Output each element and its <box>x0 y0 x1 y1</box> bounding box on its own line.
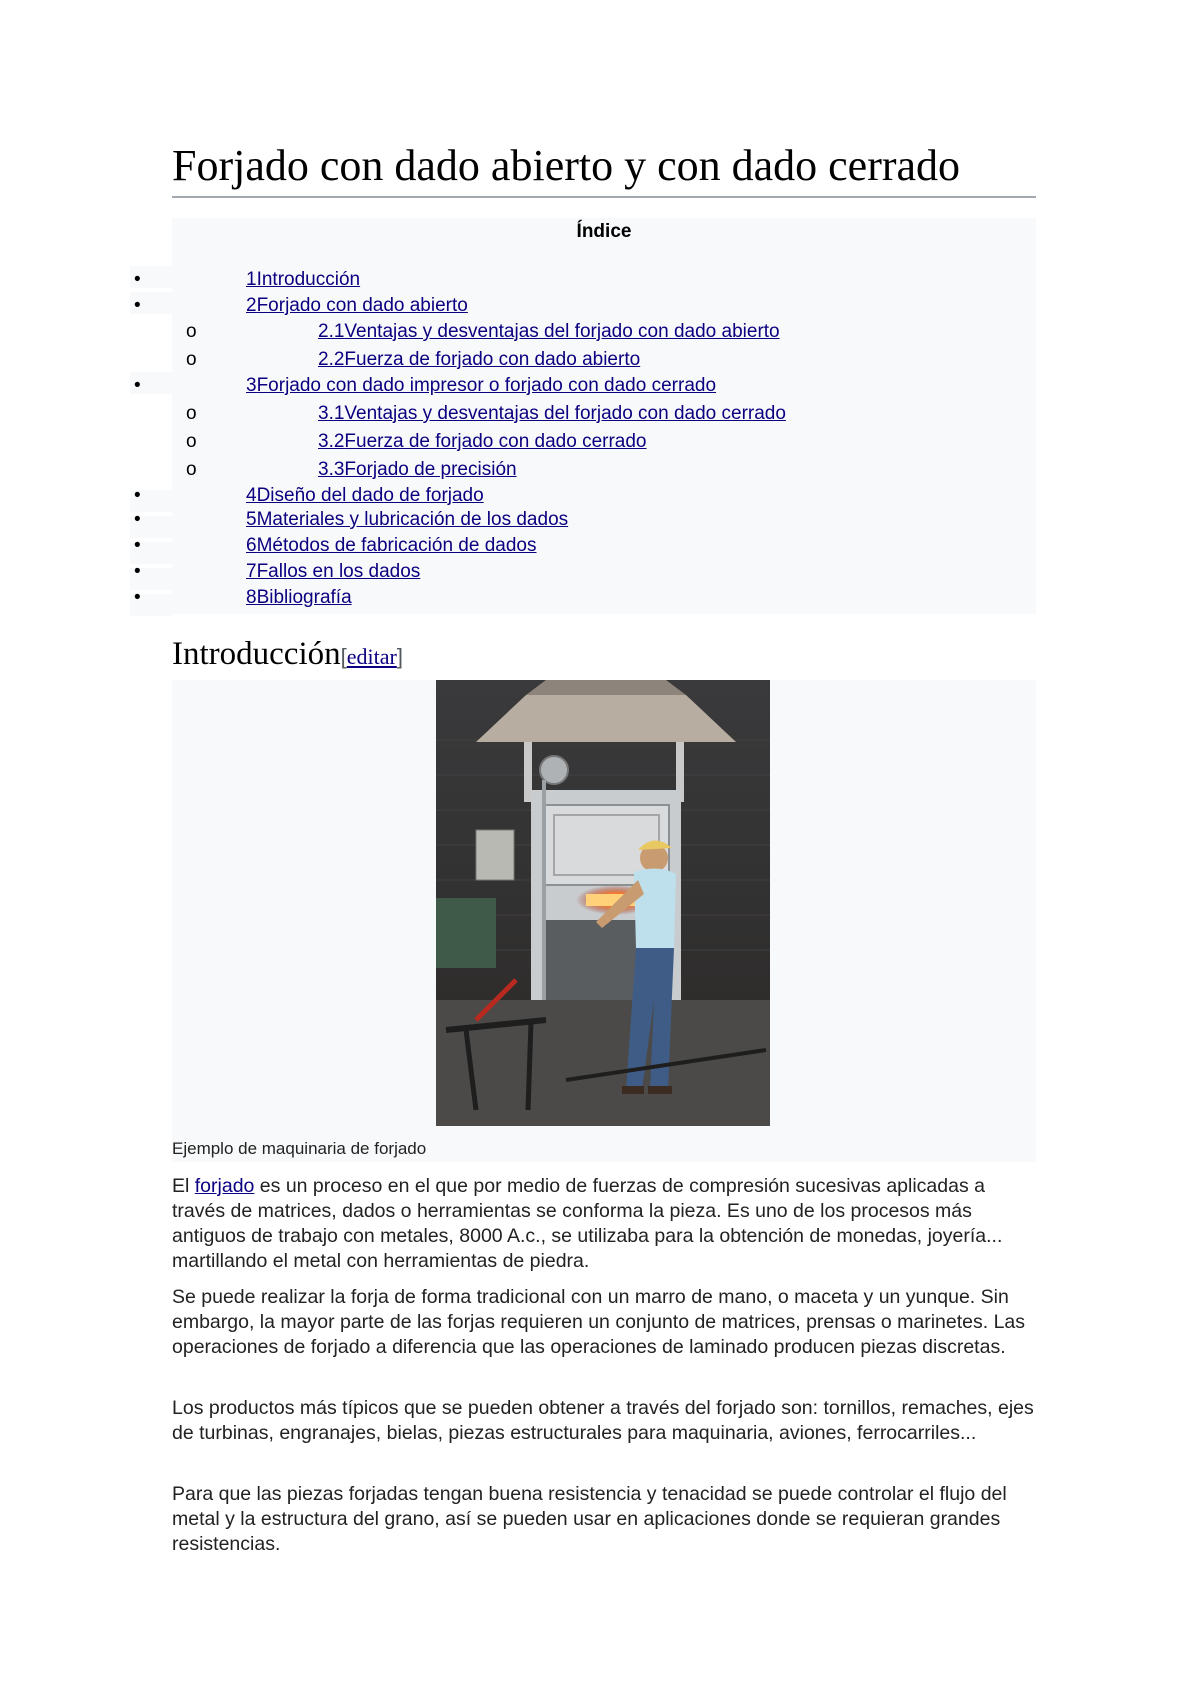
bullet-dot: • <box>134 561 141 582</box>
toc-item-precision[interactable] <box>318 458 517 482</box>
edit-link[interactable]: editar <box>346 644 397 669</box>
forjado-link[interactable]: forjado <box>194 1175 255 1197</box>
toc-label: Forjado con dado abierto <box>256 295 468 316</box>
bullet-circle: o <box>186 431 197 452</box>
paragraph-productos: Los productos más típicos que se pueden obtener a través del forjado son: tornillos, remaches, ejes de turbinas, engranajes, bielas, piezas estructurales para maquinaria, aviones, ferrocarriles... <box>172 1397 1034 1444</box>
toc-item-bibliografia[interactable] <box>246 586 352 610</box>
toc-number: 8 <box>246 587 257 608</box>
toc-link[interactable] <box>318 403 786 424</box>
toc-link[interactable] <box>246 535 537 556</box>
toc-number: 3.2 <box>318 431 345 452</box>
toc-label: Ventajas y desventajas del forjado con dado cerrado <box>344 403 786 424</box>
toc-label: Fallos en los dados <box>256 561 421 582</box>
toc-item-metodos[interactable] <box>246 534 537 558</box>
bullet-circle: o <box>186 321 197 342</box>
bullet-dot: • <box>134 269 141 290</box>
toc-item-materiales[interactable] <box>246 508 568 532</box>
paragraph-intro <box>172 1174 1042 1274</box>
toc-item-ventajas-abierto[interactable] <box>318 320 780 344</box>
toc-number: 5 <box>246 509 257 530</box>
toc-item-introduccion[interactable] <box>246 268 360 292</box>
bullet-dot: • <box>134 485 141 506</box>
toc-label: Fuerza de forjado con dado cerrado <box>344 431 647 452</box>
toc-number: 4 <box>246 485 257 506</box>
paragraph-resistencia: Para que las piezas forjadas tengan buena resistencia y tenacidad se puede controlar el flujo del metal y la estructura del grano, así se pueden usar en aplicaciones donde se requieran grandes resistencias. <box>172 1483 1007 1555</box>
toc-label: Diseño del dado de forjado <box>256 485 484 506</box>
toc-link[interactable] <box>246 509 568 530</box>
bullet-circle: o <box>186 403 197 424</box>
toc-label: Métodos de fabricación de dados <box>256 535 537 556</box>
toc-link[interactable] <box>246 295 468 316</box>
toc-item-fuerza-cerrado[interactable] <box>318 430 647 454</box>
toc-link[interactable] <box>318 431 647 452</box>
toc-label: Materiales y lubricación de los dados <box>256 509 569 530</box>
paragraph-forja-tradicional: Se puede realizar la forja de forma tradicional con un marro de mano, o maceta y un yunque. Sin embargo, la mayor parte de las forjas requieren un conjunto de matrices, prensas o marinetes. Las operaciones de forjado a diferencia que las operaciones de laminado producen piezas discretas. <box>172 1286 1026 1358</box>
toc-item-fallos[interactable] <box>246 560 420 584</box>
toc-number: 1 <box>246 269 257 290</box>
bullet-dot: • <box>134 509 141 530</box>
page-title: Forjado con dado abierto y con dado cerrado <box>172 140 1036 198</box>
figure-caption: Ejemplo de maquinaria de forjado <box>172 1139 427 1158</box>
toc-link[interactable] <box>246 561 420 582</box>
toc-link[interactable] <box>246 587 352 608</box>
bullet-dot: • <box>134 375 141 396</box>
forging-machine-photo[interactable] <box>436 680 770 1126</box>
toc-item-fuerza-abierto[interactable] <box>318 348 640 372</box>
toc-link[interactable] <box>246 269 360 290</box>
bullet-circle: o <box>186 349 197 370</box>
toc-number: 2 <box>246 295 257 316</box>
toc-label: Forjado de precisión <box>344 459 517 480</box>
toc-link[interactable] <box>318 349 640 370</box>
toc-number: 6 <box>246 535 257 556</box>
toc-number: 2.1 <box>318 321 345 342</box>
toc-item-ventajas-cerrado[interactable] <box>318 402 786 426</box>
toc-label: Bibliografía <box>256 587 352 608</box>
toc-link[interactable] <box>318 459 517 480</box>
toc-number: 3.1 <box>318 403 345 424</box>
toc-number: 3.3 <box>318 459 345 480</box>
paragraph-text: El <box>172 1175 195 1197</box>
bullet-circle: o <box>186 459 197 480</box>
toc-number: 3 <box>246 375 257 396</box>
section-heading-text: Introducción <box>172 636 341 672</box>
toc-label: Introducción <box>256 269 361 290</box>
bullet-dot: • <box>134 295 141 316</box>
edit-bracket-open: [ <box>340 644 347 669</box>
toc-item-forjado-cerrado[interactable] <box>246 374 716 398</box>
bullet-dot: • <box>134 587 141 608</box>
toc-label: Forjado con dado impresor o forjado con dado cerrado <box>256 375 717 396</box>
toc-number: 7 <box>246 561 257 582</box>
edit-bracket-close: ] <box>396 644 403 669</box>
paragraph-text: es un proceso en el que por medio de fuerzas de compresión sucesivas aplicadas a través de matrices, dados o herramientas se conforma la pieza. Es uno de los procesos más antiguos de trabajo con metales, 8000 A.c., se utilizaba para la obtención de monedas, joyería... martillando el metal con herramientas de piedra. <box>172 1175 1003 1272</box>
toc-link[interactable] <box>246 485 484 506</box>
toc-item-forjado-abierto[interactable] <box>246 294 468 318</box>
toc-title: Índice <box>576 221 632 242</box>
toc-link[interactable] <box>318 321 780 342</box>
toc-link[interactable] <box>246 375 716 396</box>
toc-label: Ventajas y desventajas del forjado con dado abierto <box>344 321 780 342</box>
section-heading-introduccion <box>172 634 1036 682</box>
toc-item-diseno[interactable] <box>246 484 484 508</box>
toc-number: 2.2 <box>318 349 345 370</box>
bullet-dot: • <box>134 535 141 556</box>
toc-label: Fuerza de forjado con dado abierto <box>344 349 641 370</box>
